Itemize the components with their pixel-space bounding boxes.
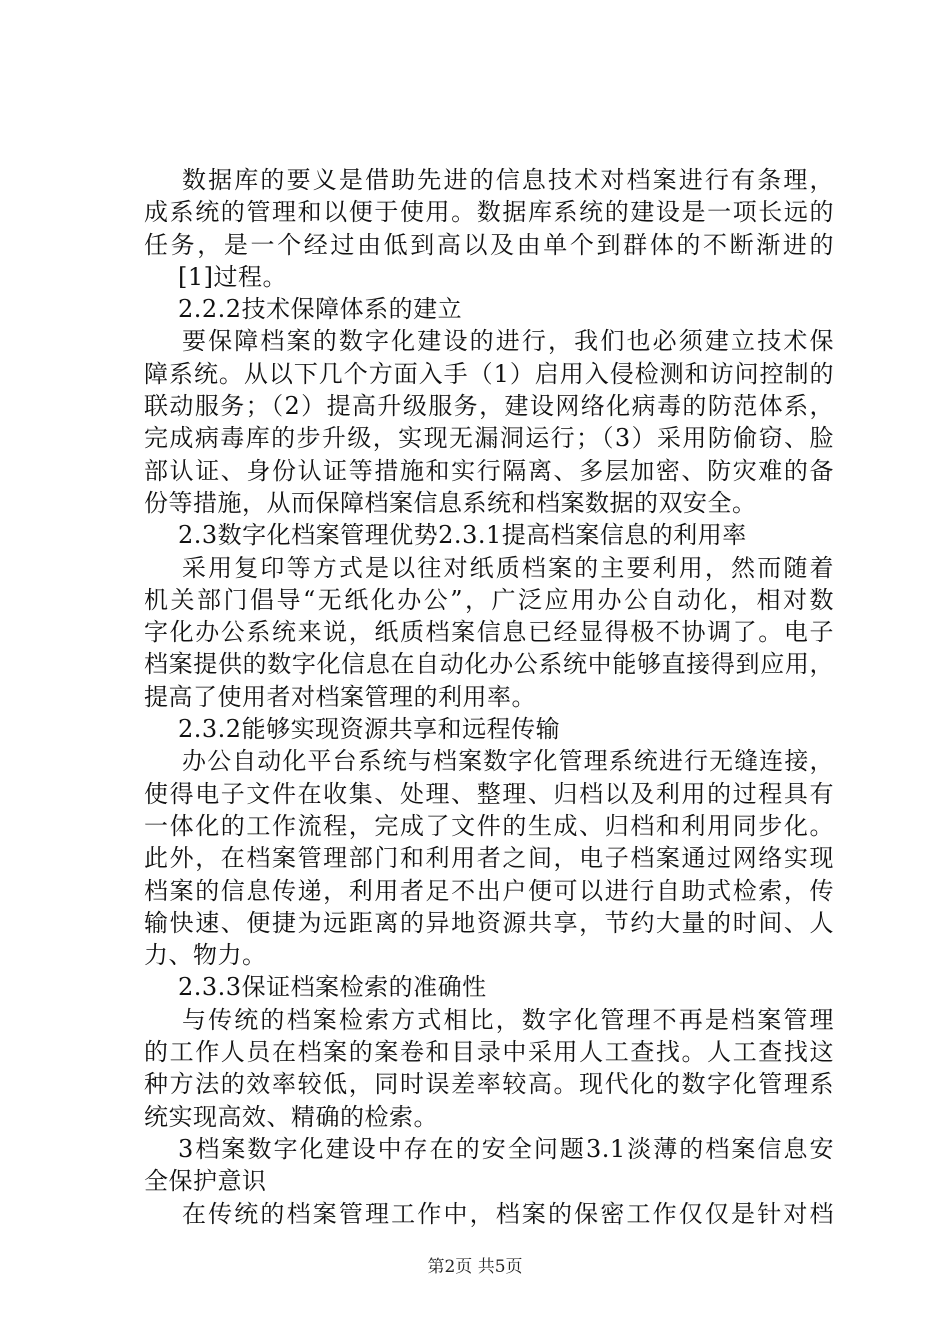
text-line: 输快速、便捷为远距离的异地资源共享，节约大量的时间、人 bbox=[144, 908, 834, 937]
text-line: 份等措施，从而保障档案信息系统和档案数据的双安全。 bbox=[144, 488, 757, 517]
text-line: 的工作人员在档案的案卷和目录中采用人工查找。人工查找这 bbox=[144, 1038, 834, 1067]
text-line: 2.2.2技术保障体系的建立 bbox=[178, 295, 463, 324]
text-line: 档案的信息传递，利用者足不出户便可以进行自助式检索，传 bbox=[144, 876, 834, 905]
text-line: 办公自动化平台系统与档案数字化管理系统进行无缝连接， bbox=[182, 747, 834, 776]
text-line: 使得电子文件在收集、处理、整理、归档以及利用的过程具有 bbox=[144, 779, 834, 808]
text-line: 数据库的要义是借助先进的信息技术对档案进行有条理， bbox=[182, 166, 834, 194]
text-line: 2.3.2能够实现资源共享和远程传输 bbox=[178, 715, 561, 744]
text-line: [1]过程。 bbox=[178, 262, 287, 291]
text-line: 此外，在档案管理部门和利用者之间，电子档案通过网络实现 bbox=[144, 844, 834, 873]
text-line: 部认证、身份认证等措施和实行隔离、多层加密、防灾难的备 bbox=[144, 456, 834, 485]
text-line: 档案提供的数字化信息在自动化办公系统中能够直接得到应用， bbox=[144, 650, 834, 679]
text-line: 2.3数字化档案管理优势2.3.1提高档案信息的利用率 bbox=[178, 521, 747, 550]
document-body bbox=[144, 164, 834, 1230]
text-line: 完成病毒库的步升级，实现无漏洞运行；（3）采用防偷窃、脸 bbox=[144, 424, 834, 453]
text-line: 一体化的工作流程，完成了文件的生成、归档和利用同步化。 bbox=[144, 811, 834, 840]
text-line: 种方法的效率较低，同时误差率较高。现代化的数字化管理系 bbox=[144, 1070, 834, 1099]
text-line: 机关部门倡导“无纸化办公”，广泛应用办公自动化，相对数 bbox=[144, 585, 834, 614]
text-line: 3档案数字化建设中存在的安全问题3.1淡薄的档案信息安 bbox=[178, 1134, 834, 1163]
text-line: 全保护意识 bbox=[144, 1167, 267, 1196]
text-line: 任务，是一个经过由低到高以及由单个到群体的不断渐进的 bbox=[144, 230, 834, 259]
text-line: 2.3.3保证档案检索的准确性 bbox=[178, 973, 487, 1002]
text-line: 联动服务；（2）提高升级服务，建设网络化病毒的防范体系， bbox=[144, 392, 834, 421]
text-line: 在传统的档案管理工作中，档案的保密工作仅仅是针对档 bbox=[182, 1199, 834, 1228]
text-line: 统实现高效、精确的检索。 bbox=[144, 1102, 438, 1131]
text-line: 与传统的档案检索方式相比，数字化管理不再是档案管理 bbox=[182, 1005, 834, 1034]
text-line: 字化办公系统来说，纸质档案信息已经显得极不协调了。电子 bbox=[144, 618, 834, 647]
text-line: 障系统。从以下几个方面入手（1）启用入侵检测和访问控制的 bbox=[144, 359, 834, 388]
text-line: 成系统的管理和以便于使用。数据库系统的建设是一项长远的 bbox=[144, 198, 834, 227]
page-footer: 第2页 共5页 bbox=[427, 1257, 523, 1277]
text-line: 力、物力。 bbox=[144, 941, 267, 970]
text-line: 采用复印等方式是以往对纸质档案的主要利用，然而随着 bbox=[182, 553, 834, 582]
text-line: 要保障档案的数字化建设的进行，我们也必须建立技术保 bbox=[182, 327, 834, 356]
text-line: 提高了使用者对档案管理的利用率。 bbox=[144, 682, 536, 711]
